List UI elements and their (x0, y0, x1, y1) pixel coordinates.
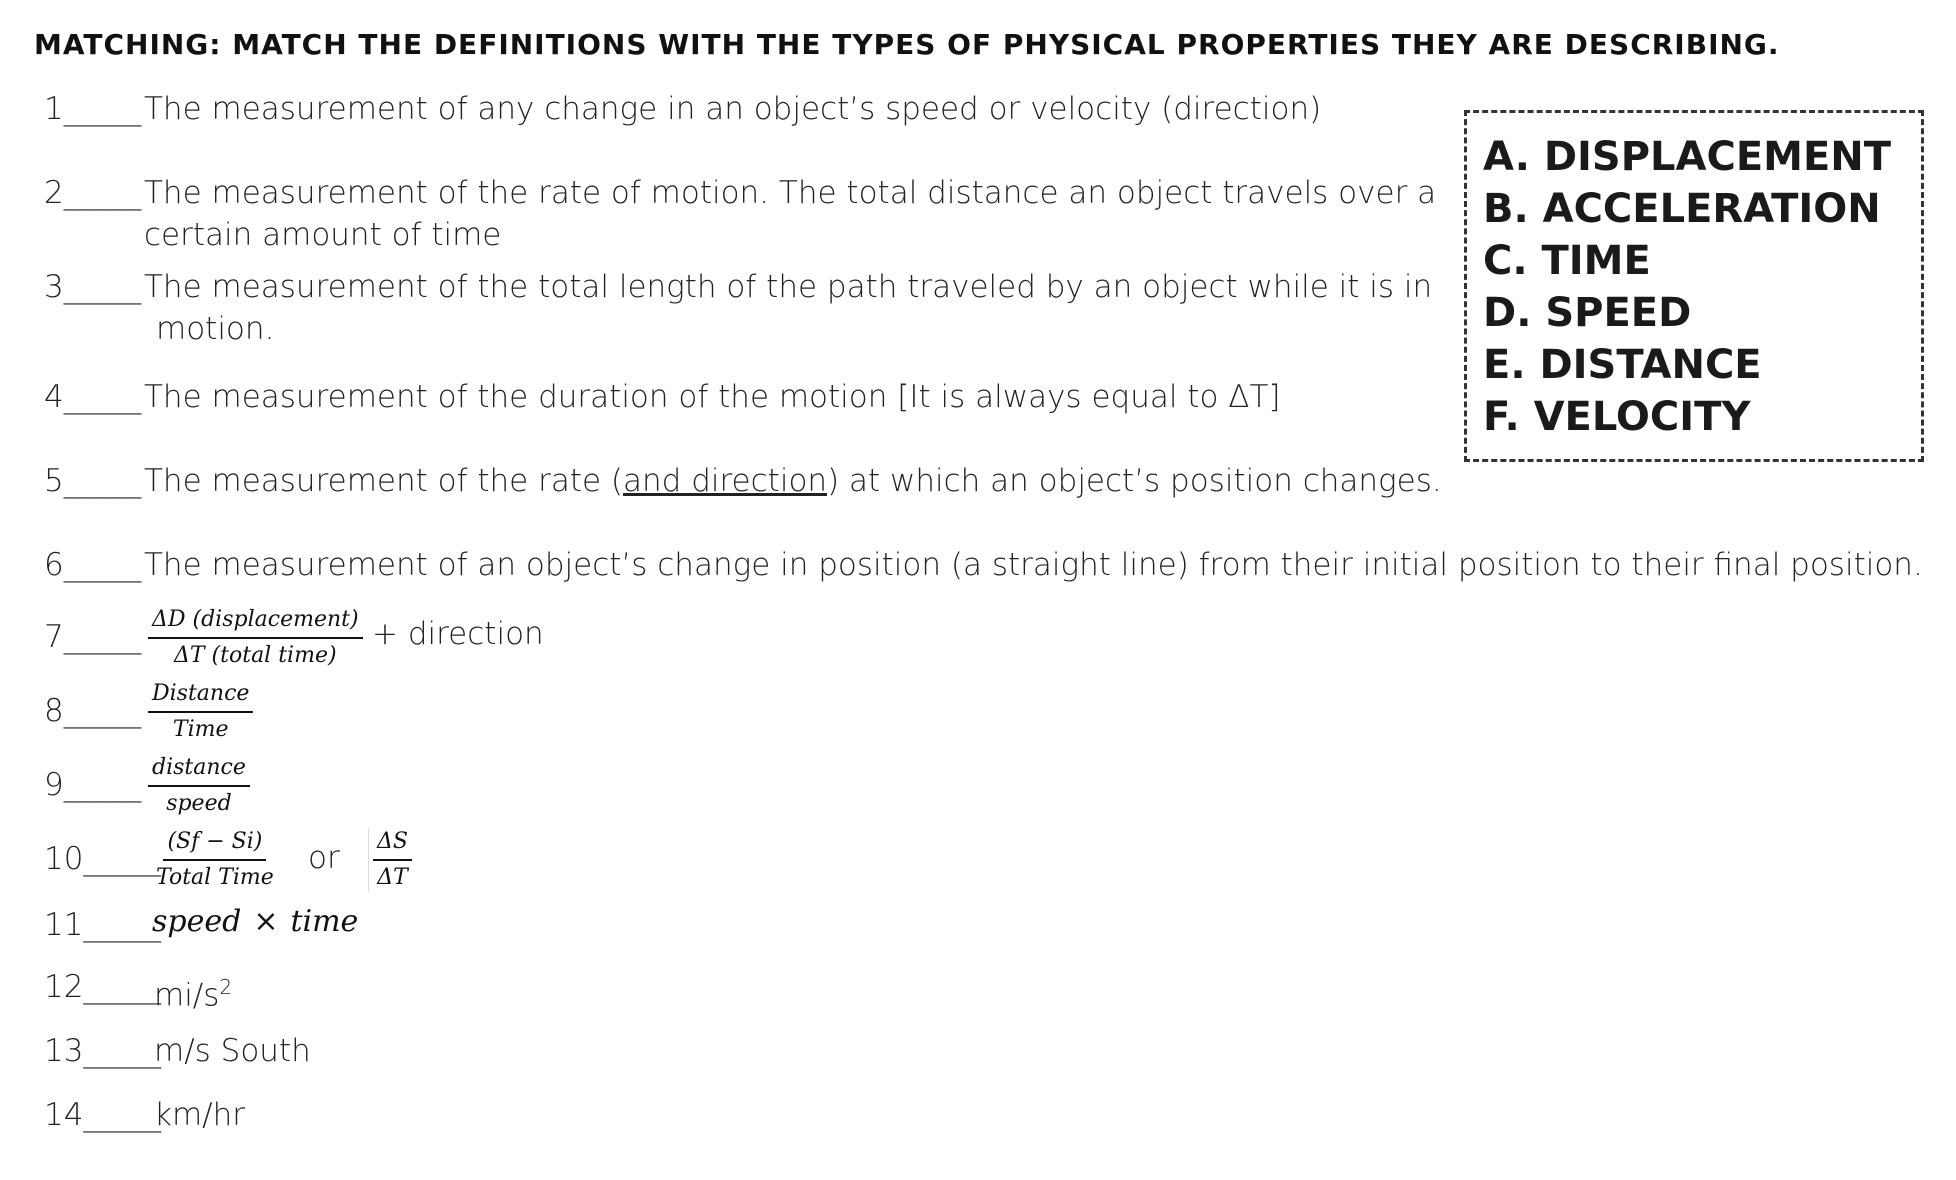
question-11-number: 11_____ (44, 907, 161, 943)
times-operator: × (253, 904, 279, 939)
math-term: time (290, 904, 359, 939)
question-number: 2_____ (44, 175, 142, 211)
question-3-continuation: motion. (156, 311, 275, 347)
question-10-number: 10_____ (44, 841, 161, 877)
fraction-denominator: ΔT (total time) (174, 643, 337, 668)
fraction-denominator: speed (166, 791, 232, 816)
question-number: 12_____ (44, 969, 161, 1005)
fraction-denominator: Time (172, 717, 229, 742)
fraction-numerator: Distance (148, 680, 253, 713)
question-7-fraction (148, 606, 363, 670)
question-7-suffix: + direction (372, 616, 544, 652)
fraction-numerator: distance (148, 754, 250, 787)
fraction-numerator: (Sf − Si) (163, 828, 266, 861)
question-text: The measurement of an object’s change in position (a straight line) from their initial position to their final position. (144, 547, 1923, 583)
unit-text: m/s South (154, 1033, 311, 1069)
question-4 (44, 376, 1281, 418)
question-9-number: 9_____ (44, 767, 142, 803)
question-number: 14_____ (44, 1097, 161, 1133)
option-displacement: A. DISPLACEMENT (1483, 134, 1892, 180)
option-distance: E. DISTANCE (1483, 342, 1762, 388)
question-text: The measurement of the duration of the motion [It is always equal to ΔT] (144, 379, 1281, 415)
question-number: 3_____ (44, 269, 142, 305)
question-8-number: 8_____ (44, 693, 142, 729)
unit: mi/s (154, 977, 220, 1014)
answer-options-box (1464, 110, 1924, 462)
question-text: The measurement of the rate of motion. The total distance an object travels over a (144, 175, 1437, 211)
exponent: 2 (219, 975, 233, 999)
option-velocity: F. VELOCITY (1483, 394, 1751, 440)
question-2-continuation: certain amount of time (144, 217, 502, 253)
question-9-fraction (148, 754, 250, 818)
question-12 (44, 966, 233, 1014)
question-2 (44, 172, 1437, 214)
text-part: ) at which an object’s position changes. (827, 463, 1442, 499)
option-acceleration: B. ACCELERATION (1483, 186, 1881, 232)
question-number: 13_____ (44, 1033, 161, 1069)
question-10-fraction-alt (368, 828, 412, 892)
fraction-numerator: ΔS (373, 828, 412, 861)
unit-text: km/hr (154, 1097, 245, 1133)
question-7-number: 7_____ (44, 619, 142, 655)
question-10-fraction (152, 828, 278, 892)
question-number: 1_____ (44, 91, 142, 127)
question-number: 5_____ (44, 463, 142, 499)
question-number: 6_____ (44, 547, 142, 583)
underlined-phrase: and direction (623, 463, 828, 499)
worksheet-title: MATCHING: MATCH THE DEFINITIONS WITH THE TYPES OF PHYSICAL PROPERTIES THEY ARE DESCRIBING. (34, 28, 1780, 61)
question-text: The measurement of the total length of the path traveled by an object while it is in (144, 269, 1433, 305)
fraction-denominator: ΔT (377, 865, 408, 890)
math-term: speed (152, 904, 242, 939)
question-6 (44, 544, 1923, 586)
option-time: C. TIME (1483, 238, 1651, 284)
text-part: The measurement of the rate ( (144, 463, 624, 499)
fraction-denominator: Total Time (156, 865, 274, 890)
fraction-numerator: ΔD (displacement) (148, 606, 363, 639)
question-text: The measurement of any change in an object’s speed or velocity (direction) (144, 91, 1322, 127)
question-8-fraction (148, 680, 253, 744)
question-14 (44, 1094, 245, 1136)
question-5 (44, 460, 1442, 502)
question-13 (44, 1030, 311, 1072)
question-number: 4_____ (44, 379, 142, 415)
option-speed: D. SPEED (1483, 290, 1692, 336)
question-text (144, 460, 1442, 502)
question-10-or: or (308, 840, 340, 876)
question-3 (44, 266, 1433, 308)
unit-text (154, 966, 232, 1016)
question-11-expression (152, 904, 358, 939)
question-1 (44, 88, 1322, 130)
